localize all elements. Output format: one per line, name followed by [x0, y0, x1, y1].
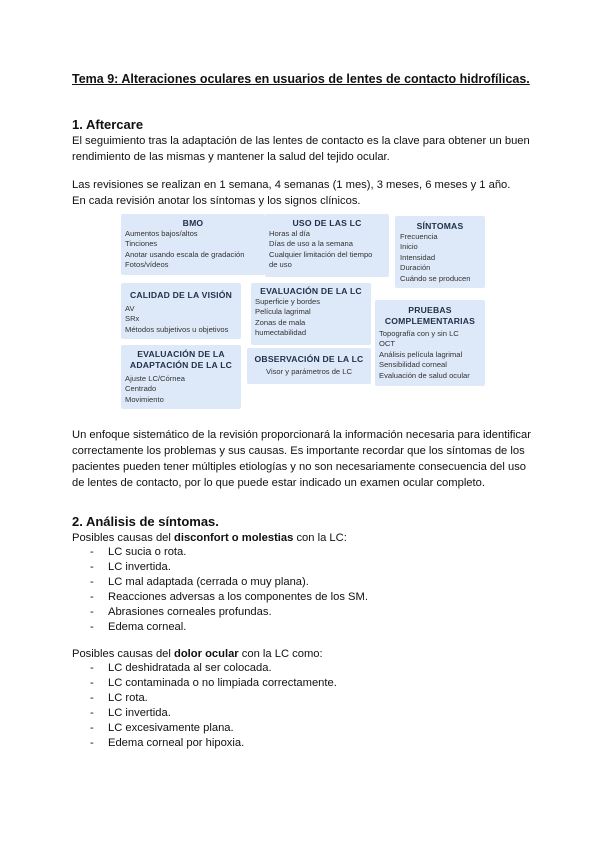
box-item: Sensibilidad corneal — [379, 360, 447, 370]
paragraph-line: correctamente los problemas y sus causas. Es importante recordar que los síntomas de los — [72, 445, 525, 457]
systematic-approach-paragraph — [72, 427, 531, 491]
box-evaluacion-lc — [251, 283, 371, 345]
revisions-paragraph — [72, 177, 510, 209]
document-title: Tema 9: Alteraciones oculares en usuarios de lentes de contacto hidrofílicas. — [72, 72, 530, 86]
dolor-intro: Posibles causas del dolor ocular con la LC como: — [72, 648, 323, 660]
box-item: Zonas de mala — [255, 317, 306, 327]
box-item: Movimiento — [125, 394, 164, 404]
paragraph-line: En cada revisión anotar los síntomas y los signos clínicos. — [72, 195, 361, 207]
box-title: ADAPTACIÓN DE LA LC — [129, 360, 233, 370]
box-item: Topografía con y sin LC — [379, 329, 459, 338]
section-2-heading: 2. Análisis de síntomas. — [72, 514, 219, 529]
box-bmo — [121, 214, 265, 275]
box-item: Visor y parámetros de LC — [266, 367, 352, 376]
box-item: Cualquier limitación del tiempo — [269, 249, 373, 259]
box-item: Película lagrimal — [255, 307, 311, 317]
list-item: - LC contaminada o no limpiada correctamente. — [72, 676, 337, 691]
intro-paragraph — [72, 133, 530, 165]
paragraph-line: rendimiento de las mismas y mantener la salud del tejido ocular. — [72, 151, 390, 163]
box-item: de uso — [269, 260, 292, 270]
bold-term: dolor ocular — [174, 648, 239, 660]
box-item: Frecuencia — [400, 232, 438, 241]
list-item: - Edema corneal. — [72, 620, 368, 635]
list-item: - Abrasiones corneales profundas. — [72, 605, 368, 620]
box-item: Superficie y bordes — [255, 297, 321, 306]
box-pruebas-complementarias — [375, 300, 485, 386]
box-title: PRUEBAS — [408, 305, 452, 315]
list-item: - LC invertida. — [72, 706, 337, 721]
box-item: Fotos/vídeos — [125, 260, 169, 270]
list-item: - LC mal adaptada (cerrada o muy plana). — [72, 575, 368, 590]
section-1-heading: 1. Aftercare — [72, 117, 144, 132]
paragraph-line: Un enfoque sistemático de la revisión proporcionará la información necesaria para identificar — [72, 429, 531, 441]
disconfort-intro: Posibles causas del disconfort o molestias con la LC: — [72, 532, 347, 544]
box-title: EVALUACIÓN DE LA LC — [260, 286, 362, 296]
box-calidad-vision — [121, 283, 241, 339]
box-item: Horas al día — [269, 229, 310, 238]
box-item: Intensidad — [400, 252, 436, 262]
paragraph-line: El seguimiento tras la adaptación de las lentes de contacto es la clave para obtener un buen — [72, 135, 530, 147]
paragraph-line: de lentes de contacto, por lo que puede estar indicado un examen ocular completo. — [72, 477, 485, 489]
box-title: COMPLEMENTARIAS — [384, 316, 476, 326]
box-item: Inicio — [400, 242, 418, 252]
box-item: Métodos subjetivos u objetivos — [125, 324, 229, 334]
list-item: - LC invertida. — [72, 560, 368, 575]
list-item: - Reacciones adversas a los componentes de los SM. — [72, 590, 368, 605]
dolor-causes-list — [72, 661, 337, 751]
list-item: - LC rota. — [72, 691, 337, 706]
box-item: Días de uso a la semana — [269, 239, 354, 249]
list-item: - LC sucia o rota. — [72, 545, 368, 560]
box-item: humectabilidad — [255, 328, 307, 338]
box-uso-lc — [265, 214, 389, 277]
box-title: EVALUACIÓN DE LA — [137, 349, 225, 359]
box-item: Ajuste LC/Córnea — [125, 374, 185, 383]
box-item: Duración — [400, 263, 431, 273]
box-item: AV — [125, 304, 135, 313]
box-item: Evaluación de salud ocular — [379, 370, 470, 380]
box-evaluacion-adaptacion — [121, 345, 241, 409]
box-title: USO DE LAS LC — [292, 218, 362, 228]
bold-term: disconfort o molestias — [174, 532, 294, 544]
box-item: Cuándo se producen — [400, 273, 471, 283]
paragraph-line: Las revisiones se realizan en 1 semana, 4 semanas (1 mes), 3 meses, 6 meses y 1 año. — [72, 179, 511, 191]
list-item: - LC excesivamente plana. — [72, 721, 337, 736]
list-item: - Edema corneal por hipoxia. — [72, 736, 337, 751]
box-item: Centrado — [125, 384, 157, 394]
box-item: Anotar usando escala de gradación — [125, 249, 245, 259]
box-item: Aumentos bajos/altos — [125, 229, 198, 238]
box-item: OCT — [379, 339, 396, 349]
box-title: OBSERVACIÓN DE LA LC — [254, 354, 364, 364]
list-item: - LC deshidratada al ser colocada. — [72, 661, 337, 676]
box-sintomas — [395, 216, 485, 288]
paragraph-line: pacientes pueden tener múltiples etiologías y no son necesariamente consecuencia del uso — [72, 461, 527, 473]
disconfort-causes-list — [72, 545, 368, 635]
box-item: Análisis película lagrimal — [379, 349, 463, 359]
box-title: CALIDAD DE LA VISIÓN — [129, 290, 233, 300]
box-observacion-lc — [247, 348, 371, 384]
box-item: SRx — [125, 314, 140, 324]
box-title: BMO — [182, 218, 204, 228]
box-title: SÍNTOMAS — [416, 221, 464, 231]
box-item: Tinciones — [125, 239, 158, 249]
